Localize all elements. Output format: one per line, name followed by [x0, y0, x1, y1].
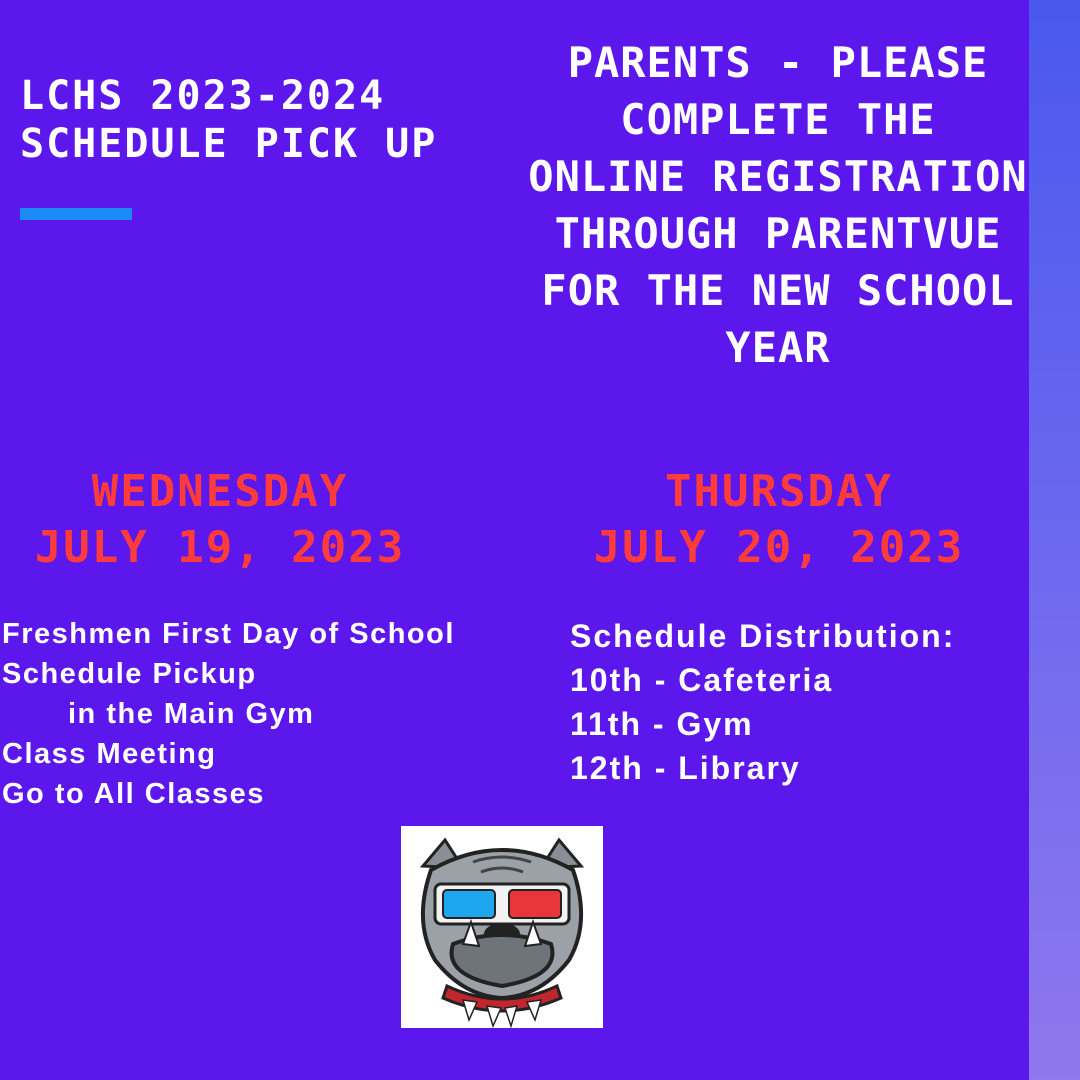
wednesday-date: JULY 19, 2023	[34, 522, 406, 573]
thursday-day: THURSDAY	[665, 466, 893, 517]
list-item: Freshmen First Day of School	[2, 618, 455, 650]
registration-notice	[528, 34, 1028, 376]
list-item: 12th - Library	[570, 750, 801, 786]
bulldog-mascot-icon	[401, 826, 603, 1028]
notice-line: ONLINE REGISTRATION	[528, 152, 1028, 201]
list-item: Schedule Pickup	[2, 658, 257, 690]
list-item: Schedule Distribution:	[570, 618, 956, 654]
list-item: Go to All Classes	[2, 778, 265, 810]
thursday-date: JULY 20, 2023	[593, 522, 965, 573]
glasses-right-lens	[509, 890, 561, 918]
thursday-schedule-list	[570, 614, 955, 790]
notice-line: FOR THE NEW SCHOOL	[541, 266, 1015, 315]
thursday-date-heading	[559, 464, 999, 576]
wednesday-schedule-list	[2, 614, 455, 814]
bulldog-mascot-svg	[401, 826, 603, 1028]
list-item: in the Main Gym	[68, 698, 315, 730]
wednesday-day: WEDNESDAY	[91, 466, 349, 517]
notice-line: COMPLETE THE	[620, 95, 936, 144]
collar-spike	[527, 1000, 541, 1020]
title-line: SCHEDULE PICK UP	[20, 121, 438, 167]
collar-spike	[463, 1000, 477, 1020]
side-gradient-strip	[1029, 0, 1080, 1080]
list-item: 10th - Cafeteria	[570, 662, 834, 698]
page-title	[20, 72, 490, 168]
glasses-left-lens	[443, 890, 495, 918]
notice-line: THROUGH PARENTVUE	[554, 209, 1002, 258]
accent-bar	[20, 208, 132, 220]
collar-spike	[505, 1006, 517, 1026]
notice-line: YEAR	[725, 323, 831, 372]
list-item: 11th - Gym	[570, 706, 754, 742]
collar-spike	[487, 1006, 501, 1026]
title-line: LCHS 2023-2024	[20, 73, 386, 119]
list-item: Class Meeting	[2, 738, 217, 770]
wednesday-date-heading	[0, 464, 440, 576]
notice-line: PARENTS - PLEASE	[567, 38, 989, 87]
